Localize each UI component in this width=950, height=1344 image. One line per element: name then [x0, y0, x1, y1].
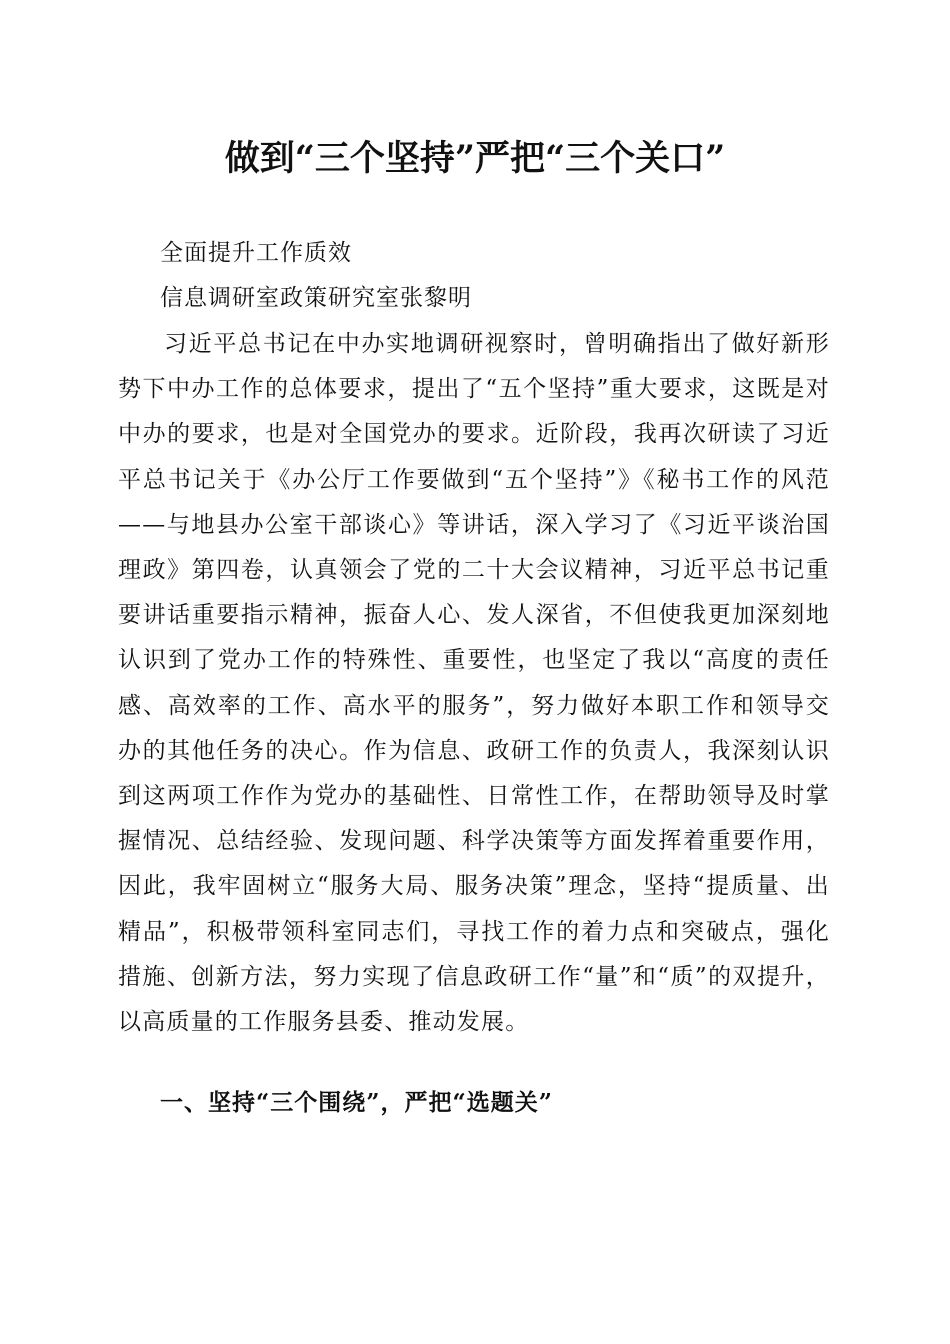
document-subtitle: 全面提升工作质效: [160, 240, 352, 266]
author-line: 信息调研室政策研究室张黎明: [160, 285, 472, 311]
document-title: 做到“三个坚持”严把“三个关口”: [224, 138, 726, 179]
section-heading: 一、坚持“三个围绕”，严把“选题关”: [160, 1089, 553, 1116]
body-paragraph: 习近平总书记在中办实地调研视察时，曾明确指出了做好新形势下中办工作的总体要求，提出了“五个坚持”重大要求，这既是对中办的要求，也是对全国党办的要求。近阶段，我再次研读了习近平总书记关于《办公厅工作要做到“五个坚持”》《秘书工作的风范——与地县办公室干部谈心》等讲话，深入学习了《习近平谈治国理政》第四卷，认真领会了党的二十大会议精神，习近平总书记重要讲话重要指示精神，振奋人心、发人深省，不但使我更加深刻地认识到了党办工作的特殊性、重要性，也坚定了我以“高度的责任感、高效率的工作、高水平的服务”，努力做好本职工作和领导交办的其他任务的决心。作为信息、政研工作的负责人，我深刻认识到这两项工作作为党办的基础性、日常性工作，在帮助领导及时掌握情况、总结经验、发现问题、科学决策等方面发挥着重要作用，因此，我牢固树立“服务大局、服务决策”理念，坚持“提质量、出精品”，积极带领科室同志们，寻找工作的着力点和突破点，强化措施、创新方法，努力实现了信息政研工作“量”和“质”的双提升，以高质量的工作服务县委、推动发展。: [118, 331, 830, 1036]
